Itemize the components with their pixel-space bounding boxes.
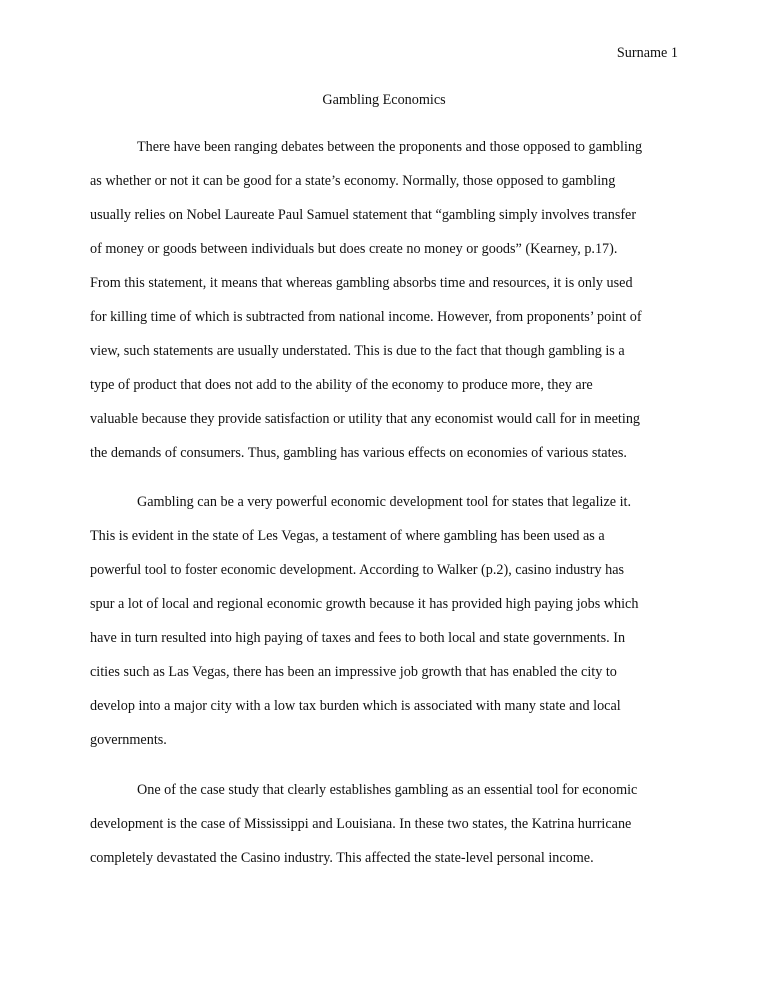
paragraph-2-line: have in turn resulted into high paying of taxes and fees to both local and state governments. In xyxy=(90,630,626,646)
paragraph-2-line: This is evident in the state of Les Vegas, a testament of where gambling has been used as a xyxy=(90,528,605,544)
paragraph-1-line: From this statement, it means that whereas gambling absorbs time and resources, it is only used xyxy=(90,275,633,291)
paragraph-1-line: type of product that does not add to the ability of the economy to produce more, they are xyxy=(90,377,593,393)
paragraph-2-line: Gambling can be a very powerful economic development tool for states that legalize it. xyxy=(137,494,632,510)
paragraph-2-line: cities such as Las Vegas, there has been an impressive job growth that has enabled the city to xyxy=(90,664,617,680)
paragraph-1-line: the demands of consumers. Thus, gambling has various effects on economies of various states. xyxy=(90,445,627,461)
paragraph-3-line: completely devastated the Casino industry. This affected the state-level personal income. xyxy=(90,850,594,866)
paragraph-3-line: One of the case study that clearly establishes gambling as an essential tool for economic xyxy=(137,782,638,798)
paragraph-1-line: There have been ranging debates between the proponents and those opposed to gambling xyxy=(137,139,643,155)
paragraph-1-line: usually relies on Nobel Laureate Paul Samuel statement that “gambling simply involves transfer xyxy=(90,207,637,223)
paragraph-2-line: governments. xyxy=(90,732,167,748)
paragraph-1-line: valuable because they provide satisfaction or utility that any economist would call for in meeting xyxy=(90,411,641,427)
paragraph-2-line: spur a lot of local and regional economic growth because it has provided high paying jobs which xyxy=(90,596,639,612)
paragraph-1-line: of money or goods between individuals but does create no money or goods” (Kearney, p.17). xyxy=(90,241,618,257)
page-title: Gambling Economics xyxy=(322,92,446,108)
running-head: Surname 1 xyxy=(616,45,678,61)
paragraph-1-line: as whether or not it can be good for a state’s economy. Normally, those opposed to gambling xyxy=(90,173,616,189)
paragraph-1-line: for killing time of which is subtracted from national income. However, from proponents’ point of xyxy=(90,309,642,325)
paragraph-1-line: view, such statements are usually understated. This is due to the fact that though gambling is a xyxy=(90,343,625,359)
paragraph-2-line: develop into a major city with a low tax burden which is associated with many state and local xyxy=(90,698,621,714)
paragraph-2-line: powerful tool to foster economic development. According to Walker (p.2), casino industry has xyxy=(90,562,625,578)
paragraph-3-line: development is the case of Mississippi and Louisiana. In these two states, the Katrina hurricane xyxy=(90,816,632,832)
